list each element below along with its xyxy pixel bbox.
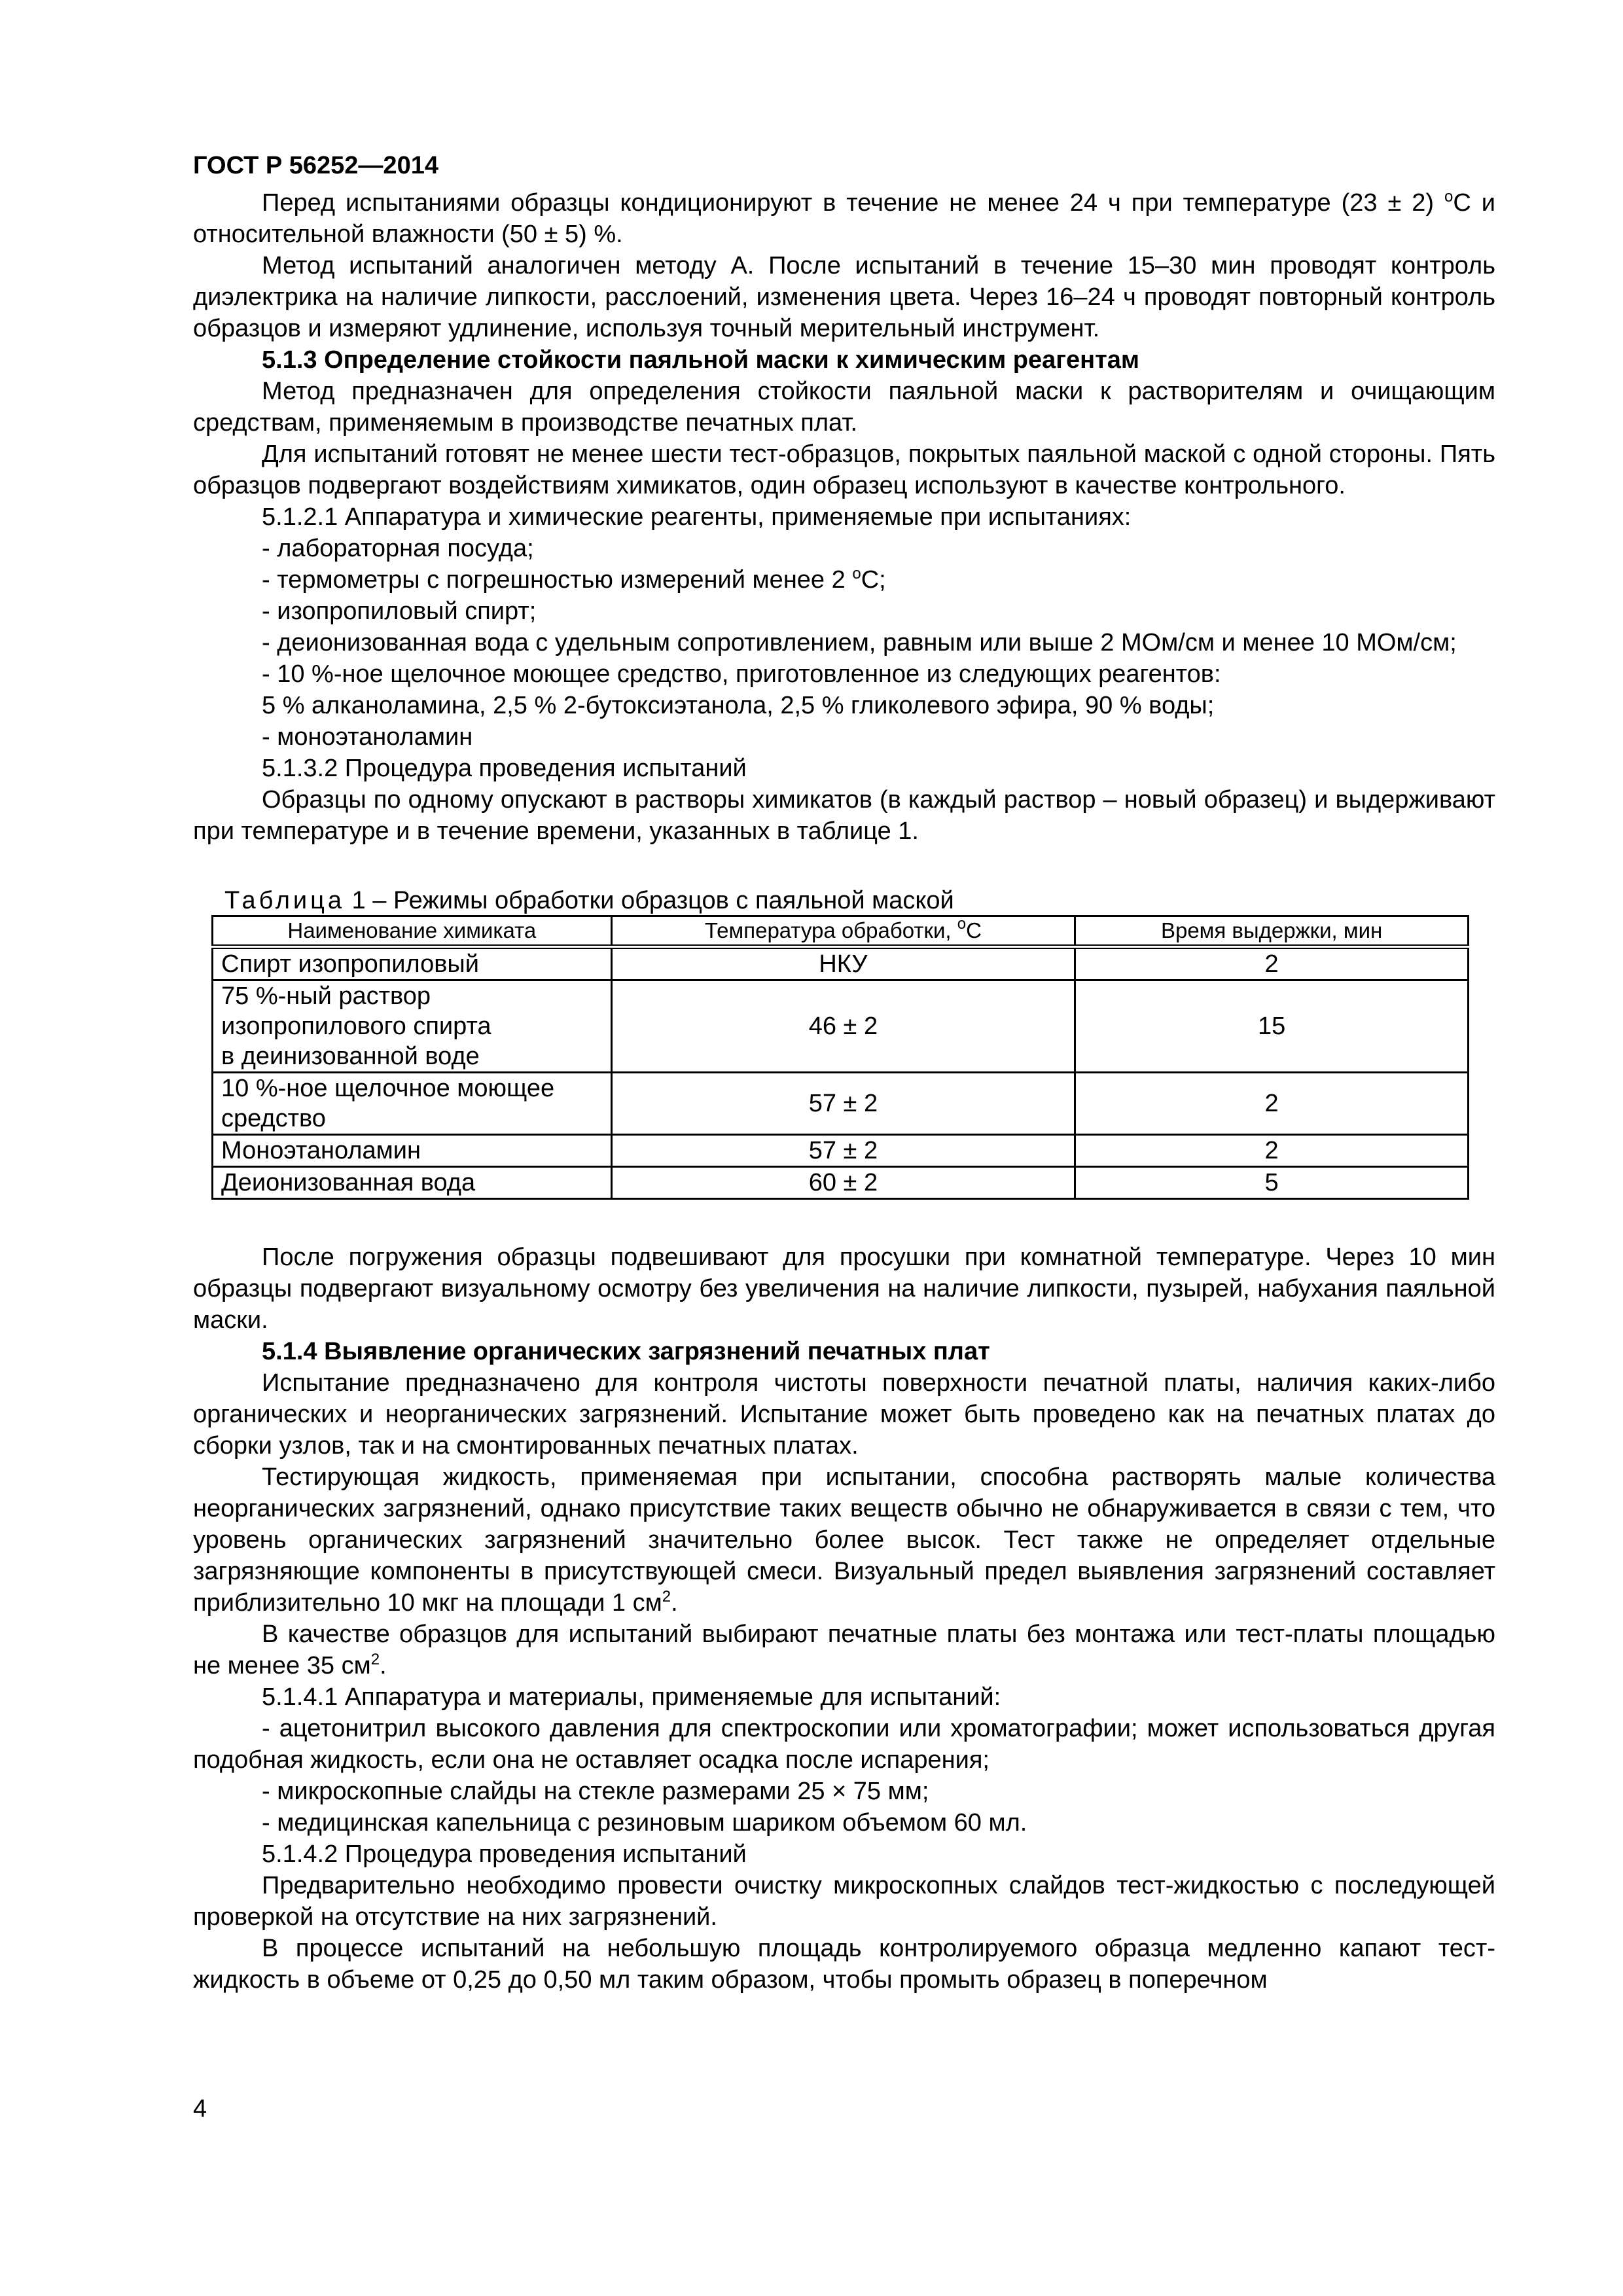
list-item: - микроскопные слайды на стекле размерами 25 × 75 мм; (262, 1778, 929, 1805)
paragraph-samples: Для испытаний готовят не менее шести тест-образцов, покрытых паяльной маской с одной стороны. Пять образцов подвергают воздействиям химикатов, один образец используют в качестве контрольного. (193, 440, 1495, 499)
cell-time: 15 (1075, 980, 1469, 1073)
table-row (213, 947, 1469, 980)
cell-chemical: Спирт изопропиловый (213, 947, 612, 980)
table-header-row (213, 916, 1469, 947)
list-item: - медицинская капельница с резиновым шариком объемом 60 мл. (262, 1809, 1027, 1837)
paragraph-immersion: Образцы по одному опускают в растворы химикатов (в каждый раствор – новый образец) и выдерживают при температуре и в течение времени, указанных в таблице 1. (193, 786, 1495, 845)
list-item: - моноэтаноламин (262, 723, 473, 751)
cell-chemical: 10 %-ное щелочное моющее средство (213, 1073, 612, 1135)
table-row (213, 1167, 1469, 1199)
paragraph-purpose: Метод предназначен для определения стойкости паяльной маски к растворителям и очищающим средствам, применяемым в производстве печатных плат. (193, 378, 1495, 437)
cell-temperature: 57 ± 2 (611, 1135, 1075, 1167)
subsection-procedure-2: 5.1.4.2 Процедура проведения испытаний (262, 1840, 747, 1868)
header-chemical: Наименование химиката (213, 916, 612, 947)
table-row (213, 1135, 1469, 1167)
cell-temperature: 60 ± 2 (611, 1167, 1075, 1199)
paragraph-sample-selection: В качестве образцов для испытаний выбирают печатные платы без монтажа или тест-платы площадью не менее 35 $см^2$. (193, 1621, 1495, 1679)
section-heading-513: 5.1.3 Определение стойкости паяльной маски к химическим реагентам (262, 346, 1139, 374)
cell-chemical: 75 %-ный раствор изопропилового спирта в деинизованной воде (213, 980, 612, 1073)
cell-time: 2 (1075, 947, 1469, 980)
cell-time: 5 (1075, 1167, 1469, 1199)
list-item: - изопропиловый спирт; (262, 598, 537, 625)
header-temperature: Температура обработки, $^о$С (611, 916, 1075, 947)
cell-time: 2 (1075, 1073, 1469, 1135)
table-row (213, 1073, 1469, 1135)
table-row (213, 980, 1469, 1073)
paragraph-drying: После погружения образцы подвешивают для просушки при комнатной температуре. Через 10 мин образцы подвергают визуальному осмотру без увеличения на наличие липкости, пузырей, набухания паяльной маски. (193, 1244, 1495, 1334)
table-caption: Таблица 1 – Режимы обработки образцов с паяльной маской (224, 887, 954, 914)
paragraph-method: Метод испытаний аналогичен методу А. После испытаний в течение 15–30 мин проводят контроль диэлектрика на наличие липкости, расслоений, изменения цвета. Через 16–24 ч проводят повторный контроль образцов и измеряют удлинение, используя точный мерительный инструмент. (193, 252, 1495, 342)
subsection-apparatus: 5.1.2.1 Аппаратура и химические реагенты, применяемые при испытаниях: (262, 503, 1132, 531)
subsection-procedure: 5.1.3.2 Процедура проведения испытаний (262, 755, 747, 782)
cell-temperature: НКУ (611, 947, 1075, 980)
list-item: - 10 %-ное щелочное моющее средство, приготовленное из следующих реагентов: (262, 660, 1221, 688)
cell-temperature: 57 ± 2 (611, 1073, 1075, 1135)
paragraph-cleaning: Предварительно необходимо провести очистку микроскопных слайдов тест-жидкостью с последующей проверкой на отсутствие на них загрязнений. (193, 1872, 1495, 1931)
document-header: ГОСТ Р 56252—2014 (193, 152, 438, 179)
paragraph-conditioning: Перед испытаниями образцы кондиционируют в течение не менее 24 ч при температуре (23 ± 2) $^о$С и относительной влажности (50 ± 5) %. (193, 188, 1495, 248)
paragraph-test-liquid: Тестирующая жидкость, применяемая при испытании, способна растворять малые количества неорганических загрязнений, однако присутствие таких веществ обычно не обнаруживается в связи с тем, что уровень органических загрязнений значительно более высок. Тест также не определяет отдельные загрязняющие компоненты в присутствующей смеси. Визуальный предел выявления загрязнений составляет приблизительно 10 мкг на площади 1 $см^2$. (193, 1463, 1495, 1617)
header-time: Время выдержки, мин (1075, 916, 1469, 947)
list-item: 5 % алканоламина, 2,5 % 2-бутоксиэтанола, 2,5 % гликолевого эфира, 90 % воды; (262, 692, 1215, 719)
list-item: - деионизованная вода с удельным сопротивлением, равным или выше 2 МОм/см и менее 10 МОм/см; (262, 629, 1457, 656)
cell-chemical: Деионизованная вода (213, 1167, 612, 1199)
list-item: - лабораторная посуда; (262, 535, 534, 562)
list-item: - термометры с погрешностью измерений менее 2 $^о$С; (262, 565, 886, 594)
subsection-materials: 5.1.4.1 Аппаратура и материалы, применяемые для испытаний: (262, 1683, 1001, 1711)
document-page (193, 149, 1495, 1996)
section-heading-514: 5.1.4 Выявление органических загрязнений печатных плат (262, 1338, 990, 1365)
cell-temperature: 46 ± 2 (611, 980, 1075, 1073)
cell-chemical: Моноэтаноламин (213, 1135, 612, 1167)
page-number: 4 (193, 2095, 207, 2123)
list-item: - ацетонитрил высокого давления для спектроскопии или хроматографии; может использоваться другая подобная жидкость, если она не оставляет осадка после испарения; (193, 1715, 1495, 1774)
treatment-table (211, 915, 1469, 1200)
paragraph-contamination-purpose: Испытание предназначено для контроля чистоты поверхности печатной платы, наличия каких-либо органических и неорганических загрязнений. Испытание может быть проведено как на печатных платах до сборки узлов, так и на смонтированных печатных платах. (193, 1369, 1495, 1460)
paragraph-dripping: В процессе испытаний на небольшую площадь контролируемого образца медленно капают тест-жидкость в объеме от 0,25 до 0,50 мл таким образом, чтобы промыть образец в поперечном (193, 1935, 1495, 1994)
cell-time: 2 (1075, 1135, 1469, 1167)
